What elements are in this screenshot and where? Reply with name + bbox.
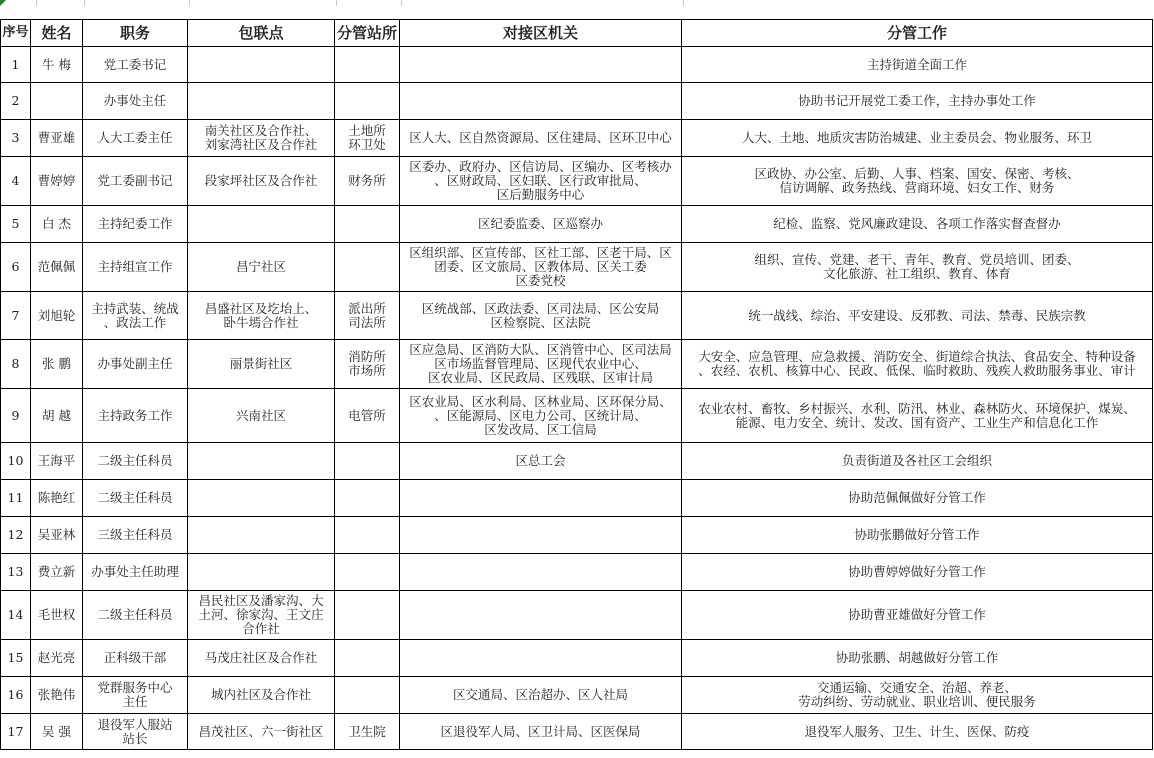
table-row: [1, 340, 1153, 389]
table-row: [1, 517, 1153, 554]
name-cell: 张艳伟: [31, 677, 83, 714]
header-district-dept: 对接区机关: [400, 20, 682, 47]
contact-point-cell: 兴南社区: [188, 389, 335, 443]
district-dept-cell: [400, 554, 682, 591]
seq-cell: 3: [1, 120, 31, 157]
responsibilities-cell: 区政协、办公室、后勤、人事、档案、国安、保密、考核、 信访调解、政务热线、营商环境、妇女工作、财务: [682, 157, 1153, 206]
table-row: [1, 714, 1153, 750]
contact-point-cell: [188, 47, 335, 83]
contact-point-cell: 昌民社区及潘家沟、大 土河、徐家沟、王文庄 合作社: [188, 591, 335, 640]
table-row: [1, 554, 1153, 591]
responsibilities-cell: 组织、宣传、党建、老干、青年、教育、党员培训、团委、 文化旅游、社工组织、教育、体育: [682, 243, 1153, 292]
seq-cell: 11: [1, 480, 31, 517]
contact-point-cell: 南关社区及合作社、 刘家湾社区及合作社: [188, 120, 335, 157]
station-cell: [335, 554, 400, 591]
contact-point-cell: [188, 206, 335, 243]
header-contact-point: 包联点: [188, 20, 335, 47]
name-cell: 胡 越: [31, 389, 83, 443]
seq-cell: 9: [1, 389, 31, 443]
table-row: [1, 243, 1153, 292]
station-cell: 电管所: [335, 389, 400, 443]
cell-corner-marker: [0, 0, 6, 6]
station-cell: [335, 517, 400, 554]
header-row: [1, 20, 1153, 47]
district-dept-cell: 区交通局、区治超办、区人社局: [400, 677, 682, 714]
column-gridline: [401, 0, 402, 6]
seq-cell: 1: [1, 47, 31, 83]
position-cell: 正科级干部: [83, 640, 188, 677]
responsibilities-cell: 协助书记开展党工委工作，主持办事处工作: [682, 83, 1153, 120]
table-row: [1, 480, 1153, 517]
table-row: [1, 157, 1153, 206]
seq-cell: 4: [1, 157, 31, 206]
table-row: [1, 591, 1153, 640]
name-cell: 张 鹏: [31, 340, 83, 389]
position-cell: 二级主任科员: [83, 591, 188, 640]
district-dept-cell: [400, 480, 682, 517]
column-gridline: [336, 0, 337, 6]
name-cell: 费立新: [31, 554, 83, 591]
seq-cell: 8: [1, 340, 31, 389]
station-cell: [335, 640, 400, 677]
seq-cell: 15: [1, 640, 31, 677]
name-cell: [31, 83, 83, 120]
seq-cell: 7: [1, 292, 31, 340]
header-name: 姓名: [31, 20, 83, 47]
responsibilities-cell: 协助张鹏、胡越做好分管工作: [682, 640, 1153, 677]
station-cell: [335, 243, 400, 292]
position-cell: 退役军人服站 站长: [83, 714, 188, 750]
seq-cell: 6: [1, 243, 31, 292]
position-cell: 人大工委主任: [83, 120, 188, 157]
position-cell: 三级主任科员: [83, 517, 188, 554]
name-cell: 曹亚雄: [31, 120, 83, 157]
column-gridline: [84, 0, 85, 6]
district-dept-cell: 区委办、政府办、区信访局、区编办、区考核办 、区财政局、区妇联、区行政审批局、 区后勤服务中心: [400, 157, 682, 206]
responsibilities-cell: 大安全、应急管理、应急救援、消防安全、街道综合执法、食品安全、特种设备 、农经、农机、核算中心、民政、低保、临时救助、残疾人救助服务事业、审计: [682, 340, 1153, 389]
table-row: [1, 640, 1153, 677]
seq-cell: 13: [1, 554, 31, 591]
district-dept-cell: [400, 517, 682, 554]
district-dept-cell: 区人大、区自然资源局、区住建局、区环卫中心: [400, 120, 682, 157]
table-row: [1, 677, 1153, 714]
name-cell: 范佩佩: [31, 243, 83, 292]
district-dept-cell: 区农业局、区水利局、区林业局、区环保分局、 、区能源局、区电力公司、区统计局、 区发改局、区工信局: [400, 389, 682, 443]
seq-cell: 17: [1, 714, 31, 750]
district-dept-cell: [400, 591, 682, 640]
table-row: [1, 47, 1153, 83]
header-seq: 序号: [1, 20, 31, 47]
position-cell: 二级主任科员: [83, 480, 188, 517]
responsibilities-cell: 主持街道全面工作: [682, 47, 1153, 83]
sheet-top-strip: [0, 0, 1154, 20]
position-cell: 党工委副书记: [83, 157, 188, 206]
responsibilities-cell: 统一战线、综治、平安建设、反邪教、司法、禁毒、民族宗教: [682, 292, 1153, 340]
station-cell: 派出所 司法所: [335, 292, 400, 340]
contact-point-cell: [188, 517, 335, 554]
station-cell: 卫生院: [335, 714, 400, 750]
contact-point-cell: [188, 83, 335, 120]
contact-point-cell: 昌宁社区: [188, 243, 335, 292]
district-dept-cell: 区退役军人局、区卫计局、区医保局: [400, 714, 682, 750]
station-cell: [335, 443, 400, 480]
contact-point-cell: 昌茂社区、六一街社区: [188, 714, 335, 750]
position-cell: 办事处主任: [83, 83, 188, 120]
district-dept-cell: [400, 83, 682, 120]
name-cell: 刘旭轮: [31, 292, 83, 340]
position-cell: 主持武装、统战 、政法工作: [83, 292, 188, 340]
responsibilities-cell: 协助范佩佩做好分管工作: [682, 480, 1153, 517]
responsibilities-cell: 协助曹婷婷做好分管工作: [682, 554, 1153, 591]
position-cell: 党群服务中心 主任: [83, 677, 188, 714]
contact-point-cell: 城内社区及合作社: [188, 677, 335, 714]
name-cell: 赵光亮: [31, 640, 83, 677]
station-cell: [335, 591, 400, 640]
district-dept-cell: [400, 47, 682, 83]
table-row: [1, 83, 1153, 120]
responsibilities-cell: 人大、土地、地质灾害防治城建、业主委员会、物业服务、环卫: [682, 120, 1153, 157]
responsibilities-cell: 退役军人服务、卫生、计生、医保、防疫: [682, 714, 1153, 750]
responsibilities-cell: 协助张鹏做好分管工作: [682, 517, 1153, 554]
seq-cell: 14: [1, 591, 31, 640]
name-cell: 吴 强: [31, 714, 83, 750]
table-row: [1, 120, 1153, 157]
table-row: [1, 292, 1153, 340]
column-gridline: [683, 0, 684, 6]
station-cell: [335, 83, 400, 120]
responsibilities-cell: 协助曹亚雄做好分管工作: [682, 591, 1153, 640]
position-cell: 主持政务工作: [83, 389, 188, 443]
contact-point-cell: 昌盛社区及圪坮上、 卧牛墕合作社: [188, 292, 335, 340]
name-cell: 毛世权: [31, 591, 83, 640]
header-position: 职务: [83, 20, 188, 47]
contact-point-cell: [188, 554, 335, 591]
name-cell: 曹婷婷: [31, 157, 83, 206]
responsibilities-cell: 交通运输、交通安全、治超、养老、 劳动纠纷、劳动就业、职业培训、便民服务: [682, 677, 1153, 714]
station-cell: [335, 206, 400, 243]
name-cell: 陈艳红: [31, 480, 83, 517]
name-cell: 牛 梅: [31, 47, 83, 83]
table-row: [1, 443, 1153, 480]
position-cell: 办事处副主任: [83, 340, 188, 389]
contact-point-cell: [188, 480, 335, 517]
station-cell: [335, 47, 400, 83]
name-cell: 白 杰: [31, 206, 83, 243]
name-cell: 王海平: [31, 443, 83, 480]
station-cell: 财务所: [335, 157, 400, 206]
table-row: [1, 389, 1153, 443]
seq-cell: 5: [1, 206, 31, 243]
seq-cell: 10: [1, 443, 31, 480]
header-station: 分管站所: [335, 20, 400, 47]
contact-point-cell: [188, 443, 335, 480]
header-responsibilities: 分管工作: [682, 20, 1153, 47]
station-cell: [335, 677, 400, 714]
responsibilities-cell: 负责街道及各社区工会组织: [682, 443, 1153, 480]
seq-cell: 2: [1, 83, 31, 120]
district-dept-cell: 区纪委监委、区巡察办: [400, 206, 682, 243]
position-cell: 二级主任科员: [83, 443, 188, 480]
station-cell: [335, 480, 400, 517]
contact-point-cell: 马茂庄社区及合作社: [188, 640, 335, 677]
district-dept-cell: 区统战部、区政法委、区司法局、区公安局 区检察院、区法院: [400, 292, 682, 340]
position-cell: 办事处主任助理: [83, 554, 188, 591]
seq-cell: 16: [1, 677, 31, 714]
position-cell: 党工委书记: [83, 47, 188, 83]
contact-point-cell: 段家坪社区及合作社: [188, 157, 335, 206]
contact-point-cell: 丽景街社区: [188, 340, 335, 389]
responsibilities-cell: 农业农村、畜牧、乡村振兴、水利、防汛、林业、森林防火、环境保护、煤炭、 能源、电力安全、统计、发改、国有资产、工业生产和信息化工作: [682, 389, 1153, 443]
column-gridline: [36, 0, 37, 6]
roster-table: [0, 19, 1153, 750]
table-row: [1, 206, 1153, 243]
responsibilities-cell: 纪检、监察、党风廉政建设、各项工作落实督查督办: [682, 206, 1153, 243]
district-dept-cell: 区总工会: [400, 443, 682, 480]
position-cell: 主持组宣工作: [83, 243, 188, 292]
district-dept-cell: [400, 640, 682, 677]
district-dept-cell: 区应急局、区消防大队、区消管中心、区司法局 区市场监督管理局、区现代农业中心、 区农业局、区民政局、区残联、区审计局: [400, 340, 682, 389]
name-cell: 吴亚林: [31, 517, 83, 554]
seq-cell: 12: [1, 517, 31, 554]
district-dept-cell: 区组织部、区宣传部、区社工部、区老干局、区 团委、区文旅局、区教体局、区关工委 区委党校: [400, 243, 682, 292]
station-cell: 土地所 环卫处: [335, 120, 400, 157]
station-cell: 消防所 市场所: [335, 340, 400, 389]
column-gridline: [189, 0, 190, 6]
position-cell: 主持纪委工作: [83, 206, 188, 243]
